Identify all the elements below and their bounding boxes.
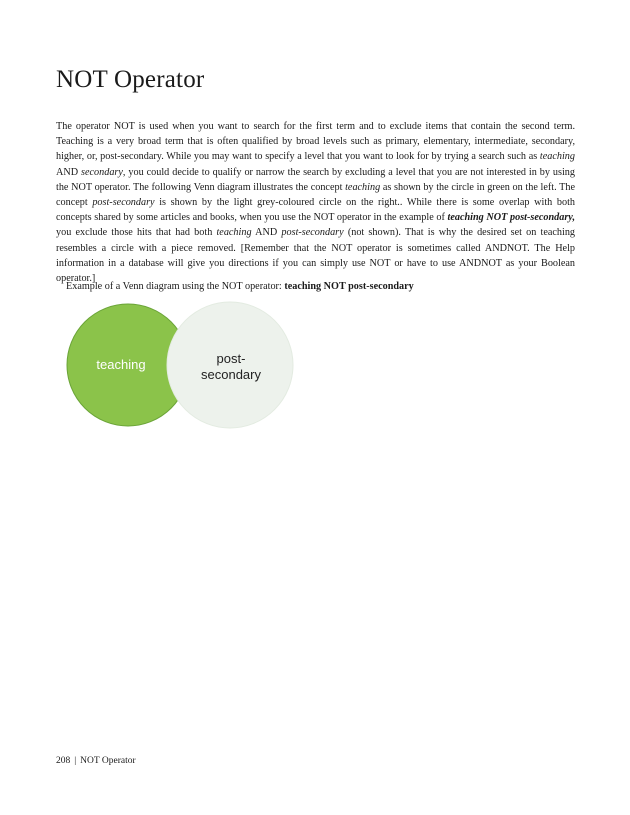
text-run: you exclude those hits that had both bbox=[56, 227, 217, 239]
text-run: , you could decide to qualify or narrow the search by excluding a level that you are not interested in by using the NOT operator. The following Venn diagram illustrates the concept bbox=[56, 166, 575, 193]
text-run: as shown by the circle in green on the left. The concept bbox=[56, 181, 575, 209]
example-query: teaching NOT post-secondary bbox=[284, 281, 414, 292]
emphasis-secondary: secondary bbox=[81, 166, 123, 178]
text-run: AND bbox=[251, 227, 282, 239]
footer-section-title: NOT Operator bbox=[80, 756, 136, 766]
example-caption bbox=[66, 279, 566, 294]
text-run: is shown by the light grey-coloured circle on the right.. While there is some overlap with both concepts shared by some articles and books, when you use the NOT operator in the example of bbox=[56, 197, 575, 224]
venn-label-secondary: secondary bbox=[201, 367, 261, 382]
venn-diagram bbox=[58, 298, 302, 432]
text-run: AND bbox=[56, 166, 82, 178]
bold-italic-query: teaching NOT post-secondary, bbox=[447, 212, 575, 224]
text-run: The operator NOT is used when you want to search for the first term and to exclude items that contain the second term. Teaching is a very broad term that is often qualified by broad levels such as primary, elementary, intermediate, secondary, higher, or, post-secondary. While you may want to specify a level that you want to look for by trying a search such as bbox=[56, 121, 575, 163]
emphasis-post-secondary: post-secondary bbox=[92, 197, 155, 209]
page-number: 208 bbox=[56, 756, 71, 766]
page-title: NOT Operator bbox=[56, 66, 205, 93]
emphasis-teaching: teaching bbox=[539, 151, 575, 163]
venn-label-teaching: teaching bbox=[96, 357, 146, 372]
body-paragraph bbox=[56, 119, 575, 286]
emphasis-post-secondary: post-secondary bbox=[281, 227, 344, 239]
emphasis-teaching: teaching bbox=[216, 227, 252, 239]
footer-separator: | bbox=[74, 756, 77, 766]
page-footer bbox=[56, 755, 136, 767]
venn-label-post: post- bbox=[216, 351, 246, 366]
example-prefix: Example of a Venn diagram using the NOT operator: bbox=[66, 281, 285, 292]
emphasis-teaching: teaching bbox=[345, 181, 381, 193]
text-run: (not shown). That is why the desired set on teaching resembles a circle with a piece removed. [Remember that the NOT operator is sometimes called ANDNOT. The Help information in a database will give you directions if you can simply use NOT or have to use ANDNOT as your Boolean operator.] bbox=[56, 227, 576, 285]
